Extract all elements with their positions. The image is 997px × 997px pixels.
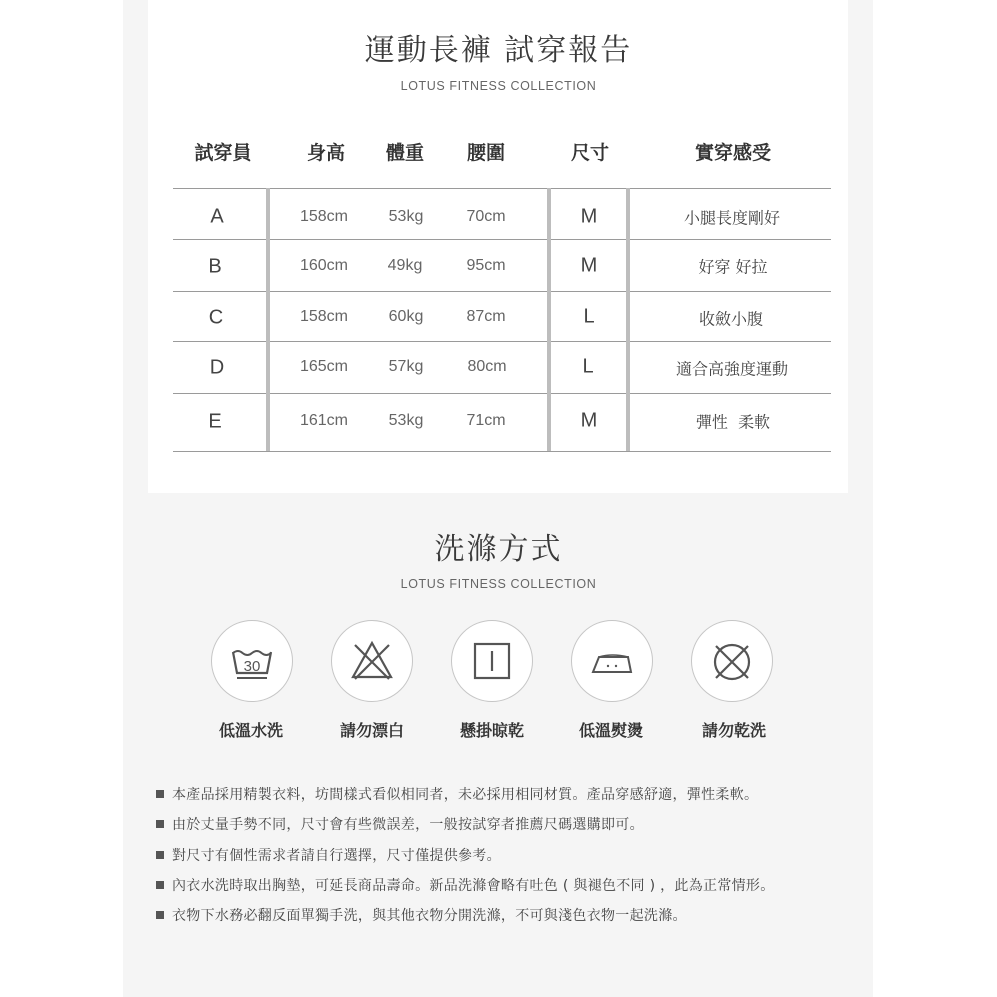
wash-30-icon: [211, 620, 293, 702]
note-text: 由於丈量手勢不同，尺寸會有些微誤差，一般按試穿者推薦尺碼選購即可。: [172, 817, 644, 833]
header-tester: 試穿員: [194, 142, 252, 164]
weight-value: 57kg: [388, 358, 424, 375]
wash-label: 低溫水洗: [218, 721, 283, 740]
row-divider: [173, 188, 831, 189]
feedback-value: 彈性 柔軟: [695, 412, 771, 432]
header-height: 身高: [306, 142, 346, 164]
washing-title: 洗滌方式: [434, 532, 563, 567]
waist-value: 70cm: [466, 208, 506, 225]
row-divider: [173, 239, 831, 240]
height-value: 160cm: [299, 257, 349, 274]
feedback-value: 好穿 好拉: [698, 257, 768, 277]
hang-dry-icon: [451, 620, 533, 702]
header-weight: 體重: [385, 142, 425, 164]
feedback-value: 收斂小腹: [698, 309, 764, 329]
tester-id: A: [210, 205, 224, 228]
bullet-square-icon: [156, 820, 164, 828]
weight-value: 49kg: [387, 257, 423, 274]
row-divider: [173, 451, 831, 452]
weight-value: 53kg: [388, 208, 424, 225]
wash-temp-label: 30: [243, 658, 261, 675]
no-dry-clean-label: 請勿乾洗: [701, 721, 766, 740]
size-value: M: [580, 254, 598, 277]
column-divider: [547, 188, 551, 451]
weight-value: 60kg: [388, 308, 424, 325]
low-iron-icon: [571, 620, 653, 702]
note-text: 衣物下水務必翻反面單獨手洗，與其他衣物分開洗滌，不可與淺色衣物一起洗滌。: [172, 908, 687, 924]
row-divider: [173, 291, 831, 292]
header-feedback: 實穿感受: [694, 142, 772, 164]
care-note: [156, 875, 775, 895]
note-text: 對尺寸有個性需求者請自行選擇，尺寸僅提供參考。: [172, 848, 501, 864]
care-note: [156, 845, 501, 865]
no-bleach-label: 請勿漂白: [339, 721, 404, 740]
tester-id: D: [209, 356, 225, 379]
height-value: 165cm: [299, 358, 349, 375]
bullet-square-icon: [156, 911, 164, 919]
waist-value: 71cm: [466, 412, 506, 429]
bullet-square-icon: [156, 881, 164, 889]
note-text: 內衣水洗時取出胸墊，可延長商品壽命。新品洗滌會略有吐色 ( 與褪色不同 ) ，此為正常情形。: [172, 878, 775, 894]
column-divider: [626, 188, 630, 451]
bullet-square-icon: [156, 851, 164, 859]
row-divider: [173, 393, 831, 394]
header-waist: 腰圍: [466, 142, 506, 164]
tester-id: B: [208, 255, 222, 278]
size-value: L: [583, 305, 595, 328]
size-value: M: [580, 409, 598, 432]
hang-dry-label: 懸掛晾乾: [459, 721, 524, 740]
no-dry-clean-icon: [691, 620, 773, 702]
row-divider: [173, 341, 831, 342]
washing-subtitle: LOTUS FITNESS COLLECTION: [400, 577, 597, 591]
no-bleach-icon: [331, 620, 413, 702]
column-divider: [266, 188, 270, 451]
height-value: 158cm: [299, 208, 349, 225]
report-subtitle: LOTUS FITNESS COLLECTION: [400, 79, 597, 93]
tester-id: C: [208, 306, 224, 329]
care-note: [156, 905, 687, 925]
feedback-value: 適合高強度運動: [675, 359, 789, 379]
feedback-value: 小腿長度剛好: [683, 208, 781, 228]
bullet-square-icon: [156, 790, 164, 798]
weight-value: 53kg: [388, 412, 424, 429]
care-note: [156, 814, 644, 834]
size-value: M: [580, 205, 598, 228]
low-iron-label: 低溫熨燙: [578, 721, 643, 740]
waist-value: 87cm: [466, 308, 506, 325]
waist-value: 80cm: [467, 358, 507, 375]
tester-id: E: [208, 410, 222, 433]
height-value: 161cm: [299, 412, 349, 429]
report-title: 運動長褲 試穿報告: [364, 33, 633, 68]
care-note: [156, 784, 758, 804]
waist-value: 95cm: [466, 257, 506, 274]
height-value: 158cm: [299, 308, 349, 325]
header-size: 尺寸: [570, 142, 610, 164]
size-value: L: [582, 355, 594, 378]
note-text: 本產品採用精製衣料，坊間樣式看似相同者，未必採用相同材質。產品穿感舒適，彈性柔軟。: [172, 787, 759, 803]
